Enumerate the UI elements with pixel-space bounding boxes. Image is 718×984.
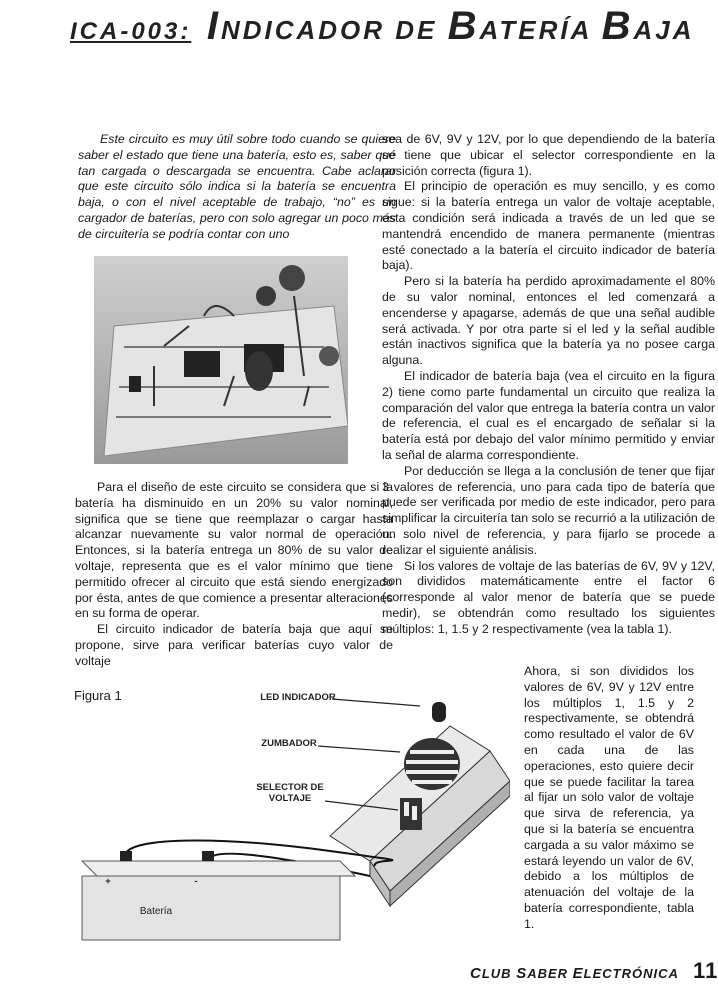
breadboard-photo [94,256,348,464]
battery-plus-label: + [105,876,111,887]
battery-positive-terminal [120,851,132,861]
article-title: INDICADOR DE BATERÍA BAJA [206,4,695,48]
right-column [382,132,715,638]
battery-negative-terminal [202,851,214,861]
led-shape [432,702,446,722]
callout-buzzer: ZUMBADOR [261,738,317,749]
paragraph: Para el diseño de este circuito se considera que si la batería ha disminuido en un 20% su valor nominal, significa que se tiene que reemplazar o cargar hasta alcanzar nuevamente su valor normal de operación. Entonces, si la batería entrega un 80% de su valor de voltaje, representa que es el valor mínimo que tiene permitido ofrecer al circuito que está siendo energizado por ésta, antes de que comience a presentar alteraciones en su forma de operar. [75,480,393,621]
page-footer [470,958,718,984]
callout-led: LED INDICADOR [260,692,336,703]
narrow-column [524,664,694,933]
intro-paragraph: Este circuito es muy útil sobre todo cuando se quiere saber el estado que tiene una batería, esto es, saber qué tan cargada o descargada se encuentra. Cabe aclarar que este circuito sólo indica si la batería se encuentra baja, o con el nivel aceptable de trabajo, “no” es un cargador de baterías, pero con solo agregar un poco más de circuitería se podría contar con uno [78,132,396,241]
selector-switch-icon [400,798,422,830]
battery-minus-label: - [194,876,198,887]
paragraph: El indicador de batería baja (vea el circuito en la figura 2) tiene como parte fundamental un circuito que realiza la comparación del valor que entrega la batería contra un valor de referencia, el cual es el encargado de señalar si la batería está por debajo del valor mínimo permitido y enviar la señal de alarma correspondiente. [382,368,715,462]
paragraph: Ahora, si son divididos los valores de 6V, 9V y 12V entre los múltiplos 1, 1.5 y 2 respectivamente, se obtendrá como resultado el valor de 6V en cada una de las operaciones, esto quiere decir que se puede facilitar la tarea al fijar un solo valor de voltaje que sirva de referencia, ya que si la batería se encuentra cargada a su valor máximo se estará leyendo un valor de 6V, debido a los múltiplos de atenuación del voltaje de la batería correspondiente, tabla 1. [524,664,694,931]
battery-label: Batería [139,906,173,917]
figure-label: Figura 1 [74,688,122,703]
paragraph: sea de 6V, 9V y 12V, por lo que dependiendo de la batería se tiene que ubicar el selector correspondiente en la posición correcta (figura 1). [382,132,715,178]
paragraph: El circuito indicador de batería baja que aquí se propone, sirve para verificar baterías cuyo valor de voltaje [75,622,393,668]
page-number: 11 [693,958,718,983]
magazine-name: CLUB SABER ELECTRÓNICA [470,965,679,982]
page-title [70,4,695,49]
paragraph: Si los valores de voltaje de las baterías de 6V, 9V y 12V, son divididos matemáticamente entre el factor 6 (corresponde al valor menor de batería que se puede medir), se obtendrán como resultado los siguientes múltiplos: 1, 1.5 y 2 respectivamente (vea la tabla 1). [382,558,715,636]
paragraph: Pero si la batería ha perdido aproximadamente el 80% de su valor nominal, entonces el led comenzará a encenderse y apagarse, además de que una señal audible será activada. Y por otra parte si el led y la señal audible están inactivos significa que la batería ya no posee carga alguna. [382,274,715,368]
article-code: ICA-003: [70,18,192,45]
paragraph: Por deducción se llega a la conclusión de tener que fijar 3 valores de referencia, uno para cada tipo de batería que puede ser verificada por medio de este indicador, pero para simplificar la circuitería tan solo se recurrió a la utilización de un solo nivel de referencia, y para fijarlo se procede a realizar el siguiente análisis. [382,463,715,557]
callout-selector: SELECTOR DE VOLTAJE [256,782,324,804]
figure-1 [70,686,510,946]
left-column [75,480,393,670]
paragraph: El principio de operación es muy sencillo, y es como sigue: si la batería entrega un valor de voltaje aceptable, esta condición será indicada a través de un led que se mantendrá encendido de manera permanente (mientras esté conectado a la batería el circuito indicador de batería baja). [382,179,715,273]
